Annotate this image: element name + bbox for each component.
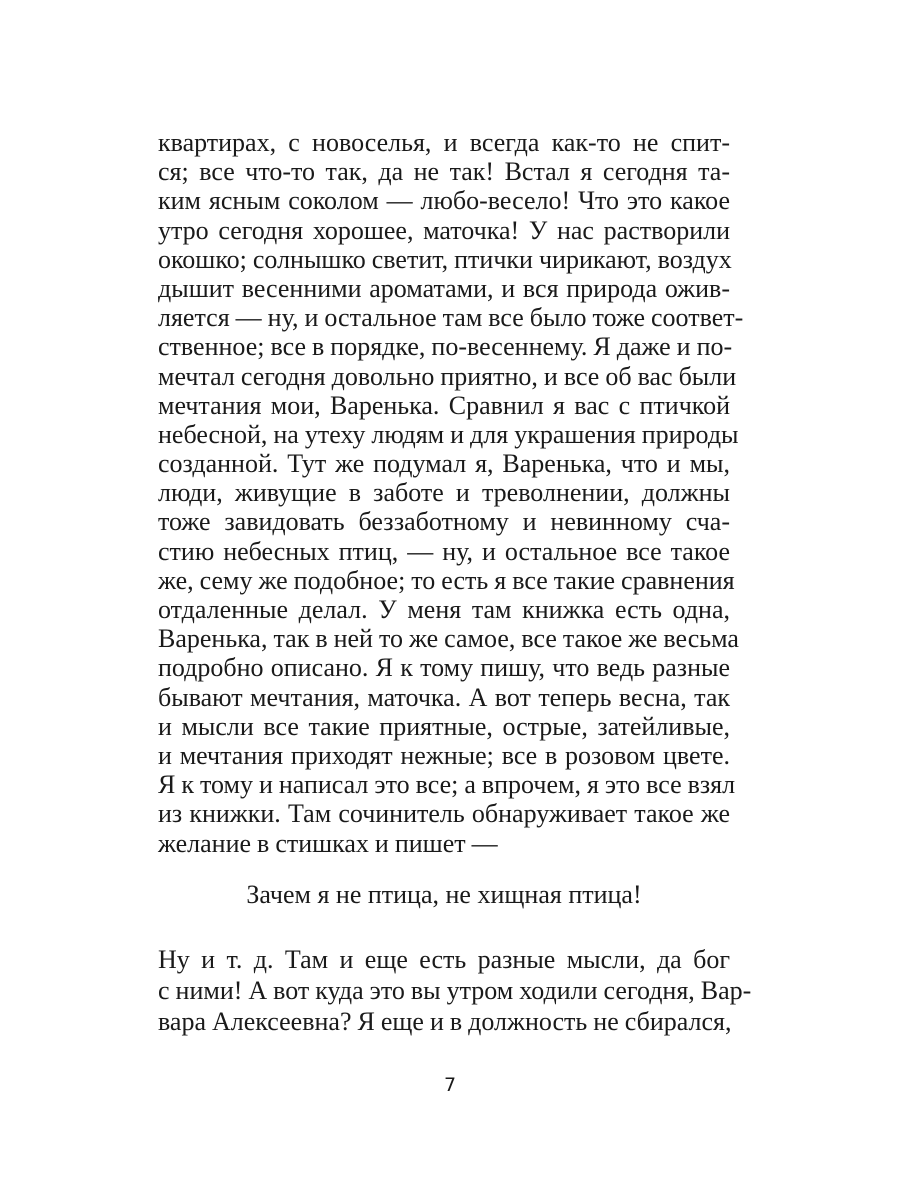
text-line: Я к тому и написал это все; а впрочем, я это все взял (158, 770, 736, 800)
text-line: отдаленные делал. У меня там книжка есть одна, (158, 595, 730, 624)
text-line: квартирах, с новоселья, и всегда как-то не спит- (158, 128, 730, 157)
text-line: Ну и т. д. Там и еще есть разные мысли, да бог (158, 945, 730, 974)
text-line: мечтания мои, Варенька. Сравнил я вас с птичкой (158, 390, 730, 420)
text-line: люди, живущие в заботе и треволнении, должны (158, 478, 730, 508)
text-line: созданной. Тут же подумал я, Варенька, что и мы, (158, 449, 730, 479)
text-line: ственное; все в порядке, по-весеннему. Я даже и по- (158, 332, 733, 362)
text-line: же, сему же подобное; то есть я все такие сравнения (158, 565, 735, 595)
text-line: утро сегодня хорошее, маточка! У нас растворили (158, 215, 730, 245)
page-number: 7 (443, 1074, 457, 1096)
text-line: желание в стишках и пишет — (158, 828, 498, 858)
poem-quote: Зачем я не птица, не хищная птица! (246, 880, 642, 909)
text-line: бывают мечтания, маточка. А вот теперь весна, так (158, 682, 730, 712)
text-line: из книжки. Там сочинитель обнаруживает такое же (158, 799, 730, 829)
text-line: ляется — ну, и остальное там все было тоже соответ- (158, 303, 744, 333)
text-line: и мысли все такие приятные, острые, затейливые, (158, 711, 730, 741)
text-line: Варенька, так в ней то же самое, все такое же весьма (158, 624, 739, 654)
text-line: мечтал сегодня довольно приятно, и все об вас были (158, 361, 737, 391)
paragraph-2 (158, 944, 752, 1037)
text-line: ким ясным соколом — любо-весело! Что это какое (158, 186, 730, 216)
paragraph-1 (158, 128, 744, 858)
text-line: вара Алексеевна? Я еще и в должность не сбирался, (158, 1007, 732, 1036)
text-line: подробно описано. Я к тому пишу, что ведь разные (158, 653, 730, 683)
text-line: и мечтания приходят нежные; все в розовом цвете. (158, 740, 730, 770)
text-line: тоже завидовать беззаботному и невинному сча- (158, 507, 730, 537)
text-line: небесной, на утеху людям и для украшения природы (158, 419, 739, 449)
text-line: стию небесных птиц, — ну, и остальное все такое (158, 536, 730, 566)
text-line: дышит весенними ароматами, и вся природа ожив- (158, 273, 730, 303)
text-line: с ними! А вот куда это вы утром ходили сегодня, Вар- (158, 976, 752, 1005)
text-line: ся; все что-то так, да не так! Встал я сегодня та- (158, 157, 730, 187)
text-line: окошко; солнышко светит, птички чирикают, воздух (158, 244, 732, 274)
